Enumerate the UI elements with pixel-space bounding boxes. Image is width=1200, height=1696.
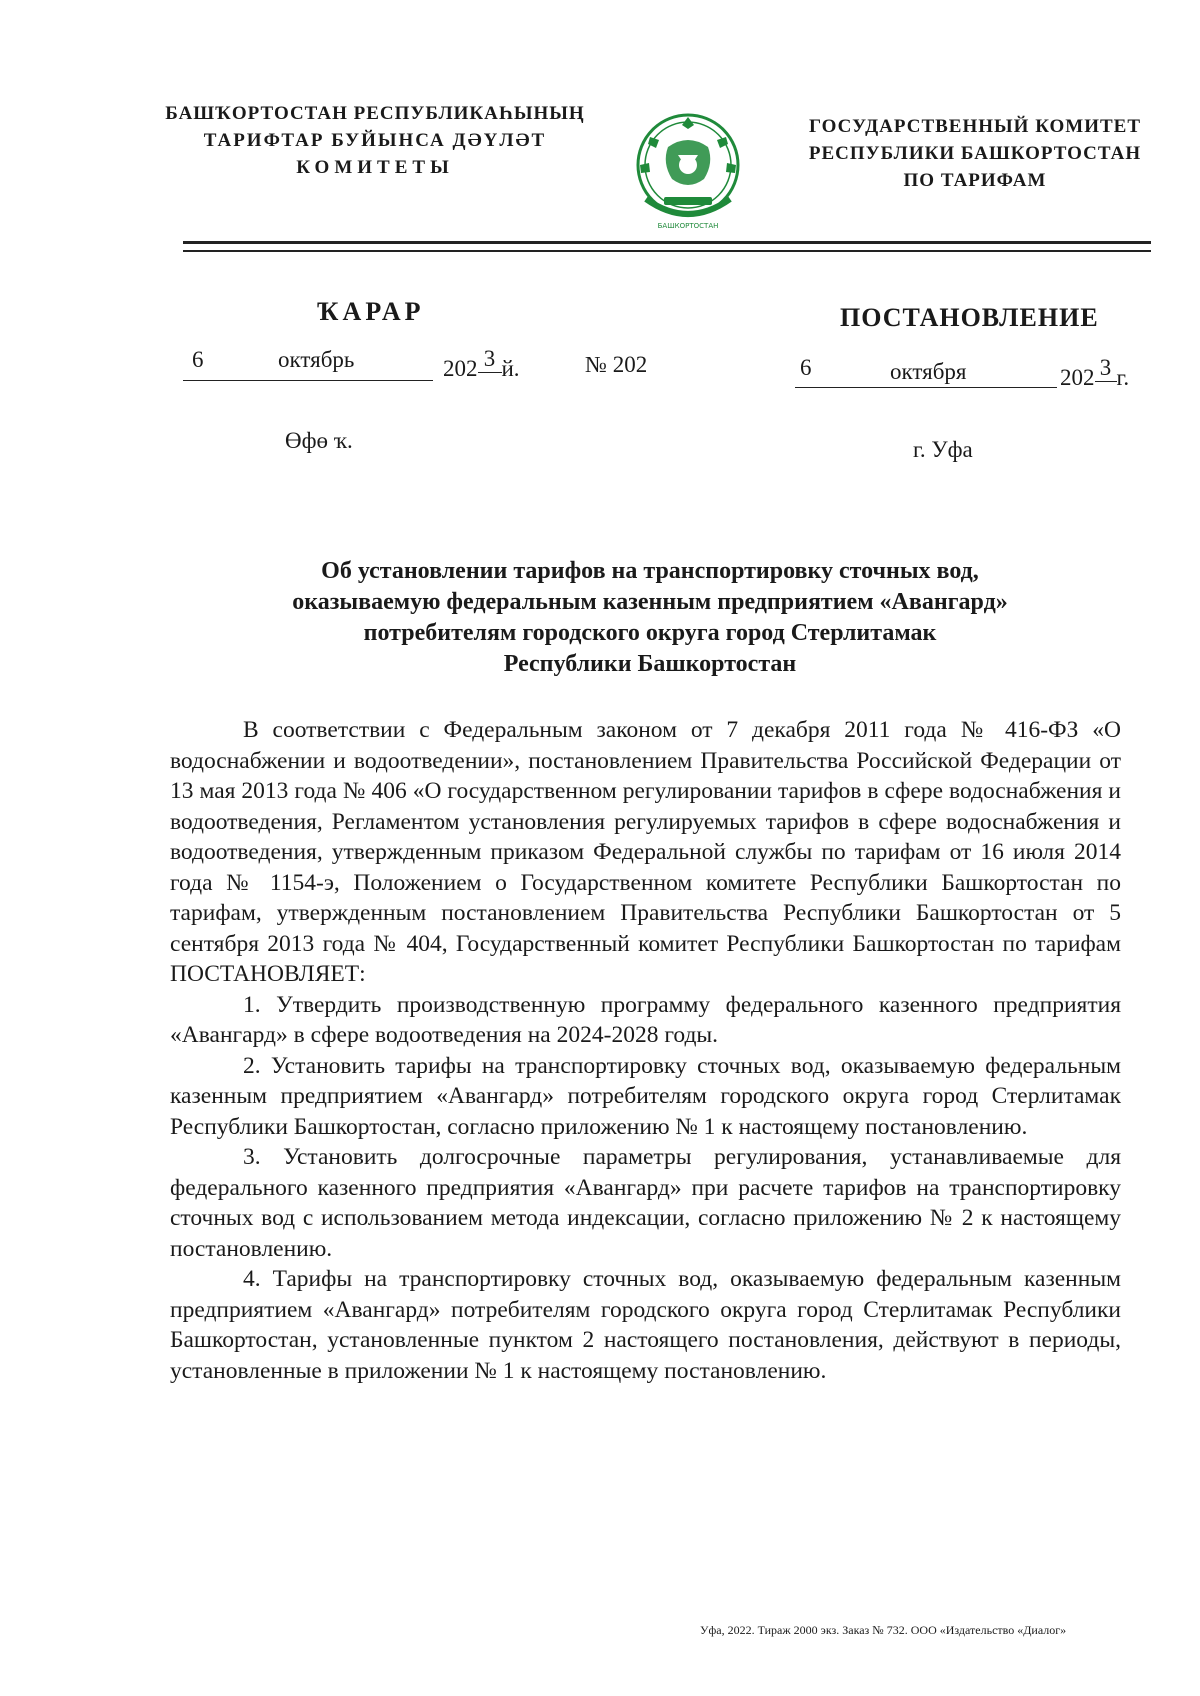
header-left-line-3: КОМИТЕТЫ bbox=[296, 157, 454, 178]
header-rule-top bbox=[183, 241, 1151, 244]
title-line-2: оказываемую федеральным казенным предприятием «Авангард» bbox=[292, 589, 1008, 615]
doc-kind-russian: ПОСТАНОВЛЕНИЕ bbox=[840, 303, 1099, 332]
header-right-line-3: ПО ТАРИФАМ bbox=[903, 170, 1047, 191]
date-right-day: 6 bbox=[800, 355, 812, 380]
coat-of-arms-icon bbox=[628, 107, 748, 237]
decree-number bbox=[585, 352, 647, 378]
document-body bbox=[170, 715, 1121, 1386]
title-line-4: Республики Башкортостан bbox=[503, 651, 797, 677]
city-bashkir: Өфө ҡ. bbox=[285, 428, 353, 453]
document-title bbox=[170, 556, 1130, 680]
date-left-year-suffix: й. bbox=[501, 356, 520, 381]
date-right-year bbox=[1060, 355, 1130, 392]
date-right-year-digit: 3 bbox=[1095, 355, 1117, 382]
header-left-line-2: ТАРИФТАР БУЙЫНСА ДӘҮЛӘТ bbox=[203, 130, 547, 151]
paragraph-item-1: 1. Утвердить производственную программу федерального казенного предприятия «Авангард» в сфере водоотведения на 2024-2028 годы. bbox=[170, 991, 1121, 1048]
date-right-month: октября bbox=[890, 359, 967, 384]
date-left-year-digit: 3 bbox=[478, 346, 502, 373]
decree-number-value: 202 bbox=[612, 352, 648, 377]
paragraph-preamble: В соответствии с Федеральным законом от 7 декабря 2011 года № 416-ФЗ «О водоснабжении и водоотведении», постановлением Правительства Российской Федерации от 13 мая 2013 года № 406 «О государственном регулировании тарифов в сфере водоснабжения и водоотведения, Регламентом установления регулируемых тарифов в сфере водоснабжения и водоотведения, утвержденным приказом Федеральной службы по тарифам от 16 июля 2014 года № 1154-э, Положением о Государственном комитете Республики Башкортостан по тарифам, утвержденным постановлением Правительства Республики Башкортостан от 5 сентября 2013 года № 404, Государственный комитет Республики Башкортостан по тарифам ПОСТАНОВЛЯЕТ: bbox=[170, 717, 1121, 987]
date-left-year bbox=[443, 346, 520, 383]
header-right bbox=[780, 113, 1170, 194]
emblem-caption: БАШКОРТОСТАН bbox=[657, 222, 719, 230]
doc-kind-bashkir: ҠАРАР bbox=[317, 297, 425, 326]
decree-number-label: № bbox=[585, 352, 607, 377]
header-left bbox=[150, 100, 600, 181]
date-right-year-prefix: 202 bbox=[1060, 365, 1095, 390]
header-right-line-2: РЕСПУБЛИКИ БАШКОРТОСТАН bbox=[808, 143, 1142, 164]
emblem bbox=[628, 107, 748, 237]
title-line-3: потребителям городского округа город Стерлитамак bbox=[363, 620, 937, 646]
city-russian: г. Уфа bbox=[913, 437, 973, 462]
header-rule-bottom bbox=[183, 250, 1151, 252]
paragraph-item-2: 2. Установить тарифы на транспортировку сточных вод, оказываемую федеральным казенным предприятием «Авангард» потребителям городского округа город Стерлитамак Республики Башкортостан, согласно приложению № 1 к настоящему постановлению. bbox=[170, 1052, 1121, 1140]
header-right-line-1: ГОСУДАРСТВЕННЫЙ КОМИТЕТ bbox=[808, 116, 1142, 137]
date-left-year-prefix: 202 bbox=[443, 356, 478, 381]
date-left-day: 6 bbox=[192, 347, 204, 372]
paragraph-item-3: 3. Установить долгосрочные параметры регулирования, устанавливаемые для федерального казенного предприятия «Авангард» при расчете тарифов на транспортировку сточных вод с использованием метода индексации, согласно приложению № 2 к настоящему постановлению. bbox=[170, 1144, 1121, 1262]
print-footer: Уфа, 2022. Тираж 2000 экз. Заказ № 732. ООО «Издательство «Диалог» bbox=[700, 1623, 1067, 1637]
date-right-year-suffix: г. bbox=[1116, 365, 1130, 390]
title-line-1: Об установлении тарифов на транспортировку сточных вод, bbox=[321, 558, 979, 584]
date-left-month: октябрь bbox=[278, 347, 355, 372]
paragraph-item-4: 4. Тарифы на транспортировку сточных вод, оказываемую федеральным казенным предприятием «Авангард» потребителям городского округа город Стерлитамак Республики Башкортостан, установленные пунктом 2 настоящего постановления, действуют в периоды, установленные в приложении № 1 к настоящему постановлению. bbox=[170, 1266, 1121, 1384]
header-left-line-1: БАШҠОРТОСТАН РЕСПУБЛИКАҺЫНЫҢ bbox=[165, 103, 585, 124]
